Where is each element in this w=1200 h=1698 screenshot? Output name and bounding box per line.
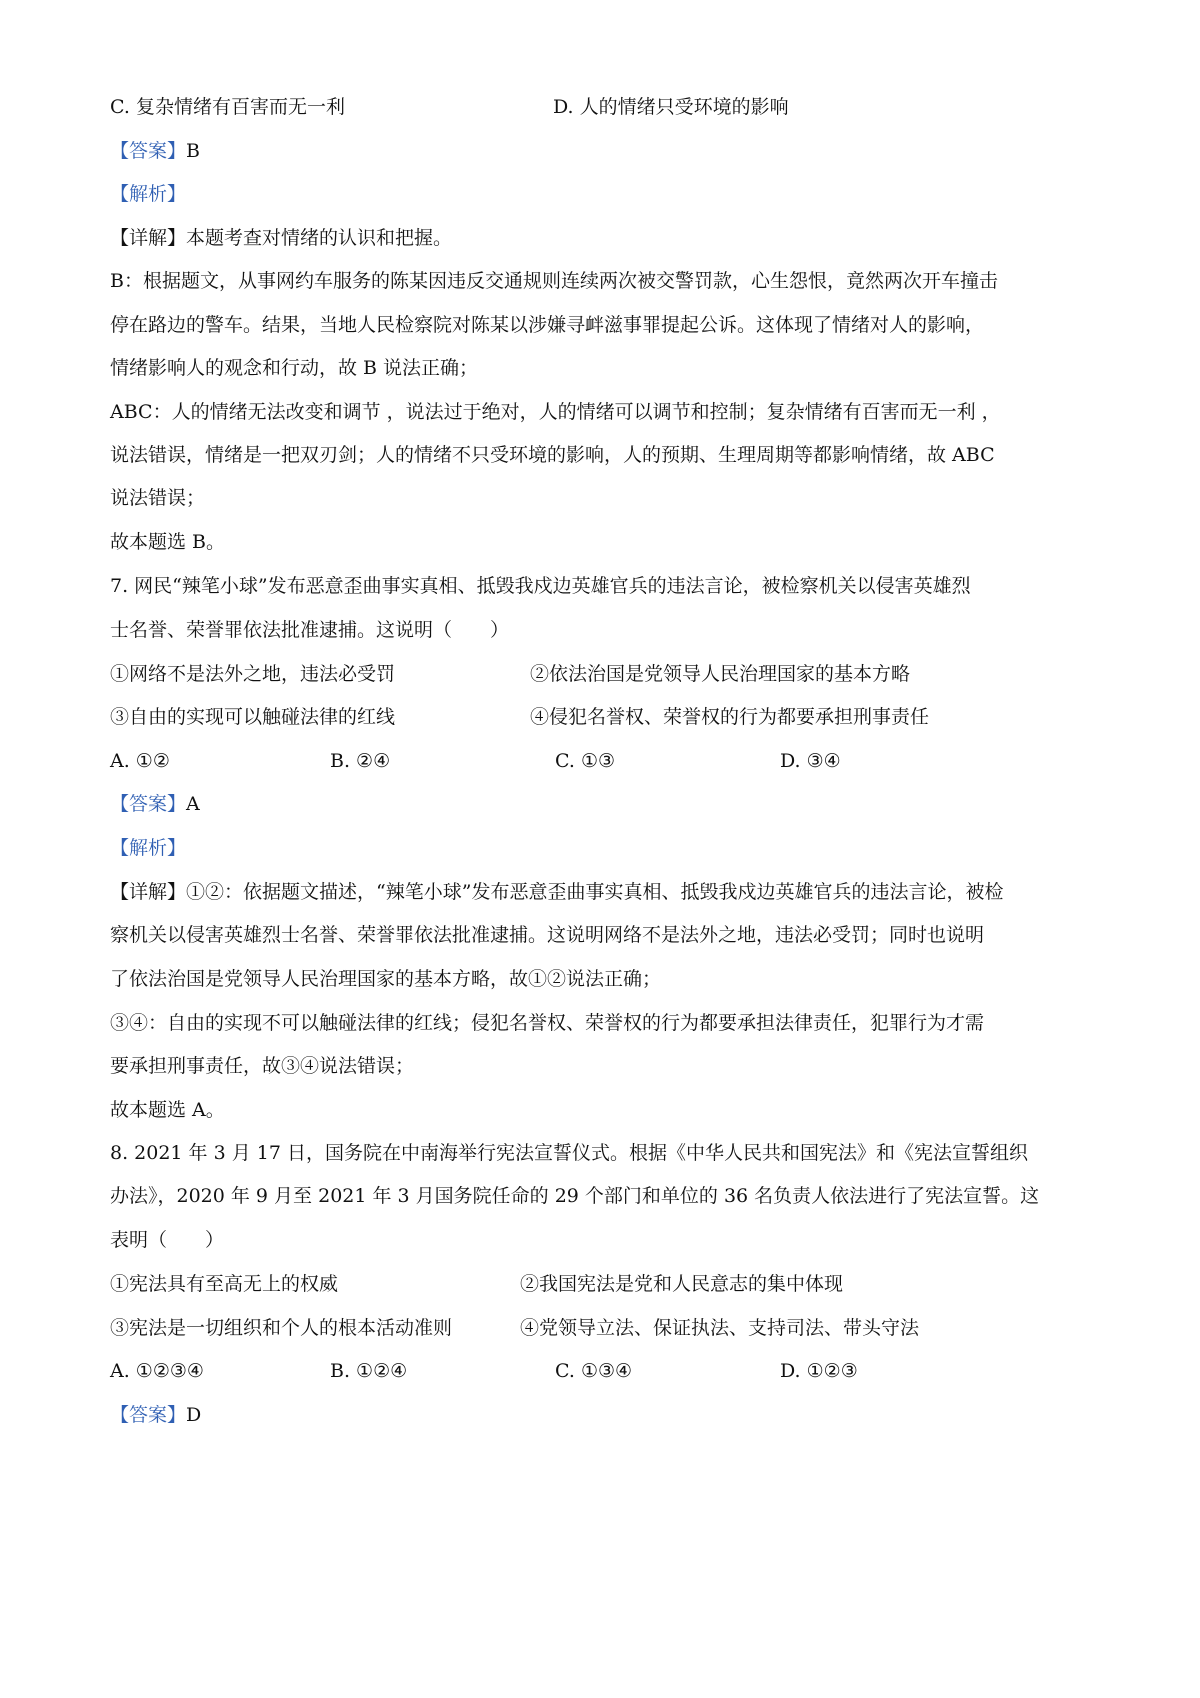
q7-stem-line: 7. 网民“辣笔小球”发布恶意歪曲事实真相、抵毁我戍边英雄官兵的违法言论，被检察机关以侵害英雄烈 — [110, 575, 971, 597]
q7-statement-3: ③自由的实现可以触碰法律的红线 — [110, 706, 396, 728]
q7-paragraph-line: 要承担刑事责任，故③④说法错误； — [110, 1055, 415, 1077]
q7-paragraph-line: 故本题选 A。 — [110, 1099, 225, 1121]
q7-paragraph-line: ③④：自由的实现不可以触碰法律的红线；侵犯名誉权、荣誉权的行为都要承担法律责任，犯罪行为才需 — [110, 1012, 985, 1034]
q6-paragraph-line: 说法错误； — [110, 487, 206, 509]
q7-paragraph-line: 了依法治国是党领导人民治理国家的基本方略，故①②说法正确； — [110, 968, 662, 990]
answer-value: B — [186, 140, 200, 162]
q7-analysis-label: 【解析】 — [110, 837, 187, 859]
detail-label: 【详解】 — [110, 227, 187, 249]
q8-choice-d: D. ①②③ — [780, 1360, 858, 1382]
q6-option-d: D. 人的情绪只受环境的影响 — [553, 96, 789, 118]
answer-label: 【答案】 — [110, 140, 187, 162]
answer-value: A — [186, 793, 200, 815]
q6-paragraph-line: 停在路边的警车。结果，当地人民检察院对陈某以涉嫌寻衅滋事罪提起公诉。这体现了情绪对人的影响， — [110, 314, 985, 336]
q8-stem-line: 8. 2021 年 3 月 17 日，国务院在中南海举行宪法宣誓仪式。根据《中华人民共和国宪法》和《宪法宣誓组织 — [110, 1142, 1028, 1164]
answer-label: 【答案】 — [110, 793, 187, 815]
answer-label: 【答案】 — [110, 1404, 187, 1426]
q6-answer — [110, 138, 1100, 164]
q6-paragraph-line: 故本题选 B。 — [110, 531, 226, 553]
q6-paragraph-line: 说法错误，情绪是一把双刃剑；人的情绪不只受环境的影响，人的预期、生理周期等都影响情绪，故 ABC — [110, 444, 995, 466]
q7-statement-4: ④侵犯名誉权、荣誉权的行为都要承担刑事责任 — [530, 706, 930, 728]
q7-choice-d: D. ③④ — [780, 750, 841, 772]
q8-choice-c: C. ①③④ — [555, 1360, 633, 1382]
q7-detail — [110, 879, 1100, 905]
q8-stem-line: 办法》，2020 年 9 月至 2021 年 3 月国务院任命的 29 个部门和单位的 36 名负责人依法进行了宪法宣誓。这 — [110, 1185, 1040, 1207]
detail-label: 【详解】 — [110, 881, 187, 903]
q7-choice-a: A. ①② — [110, 750, 170, 772]
q8-choice-b: B. ①②④ — [330, 1360, 408, 1382]
q8-statement-1: ①宪法具有至高无上的权威 — [110, 1273, 339, 1295]
q8-answer — [110, 1402, 1100, 1428]
q6-analysis-label: 【解析】 — [110, 183, 187, 205]
detail-first-line: ①②：依据题文描述，“辣笔小球”发布恶意歪曲事实真相、抵毁我戍边英雄官兵的违法言论，被检 — [186, 881, 1004, 903]
q7-choice-c: C. ①③ — [555, 750, 616, 772]
q7-stem-line: 士名誉、荣誉罪依法批准逮捕。这说明（ ） — [110, 619, 510, 641]
q8-stem-line: 表明（ ） — [110, 1229, 225, 1251]
detail-intro: 本题考查对情绪的认识和把握。 — [186, 227, 453, 249]
q6-option-c: C. 复杂情绪有百害而无一利 — [110, 96, 345, 118]
q7-choice-b: B. ②④ — [330, 750, 391, 772]
q6-paragraph-line: ABC：人的情绪无法改变和调节 ，说法过于绝对，人的情绪可以调节和控制；复杂情绪有百害而无一利 ， — [110, 401, 1001, 423]
q6-paragraph-line: B：根据题文，从事网约车服务的陈某因违反交通规则连续两次被交警罚款，心生怨恨，竟然两次开车撞击 — [110, 270, 998, 292]
q6-detail — [110, 225, 1100, 251]
q7-answer — [110, 791, 1100, 817]
q8-statement-3: ③宪法是一切组织和个人的根本活动准则 — [110, 1317, 453, 1339]
q8-choice-a: A. ①②③④ — [110, 1360, 204, 1382]
q6-paragraph-line: 情绪影响人的观念和行动，故 B 说法正确； — [110, 357, 479, 379]
q7-paragraph-line: 察机关以侵害英雄烈士名誉、荣誉罪依法批准逮捕。这说明网络不是法外之地，违法必受罚；同时也说明 — [110, 924, 985, 946]
answer-value: D — [186, 1404, 202, 1426]
q8-statement-2: ②我国宪法是党和人民意志的集中体现 — [520, 1273, 844, 1295]
q7-statement-1: ①网络不是法外之地，违法必受罚 — [110, 663, 396, 685]
q8-statement-4: ④党领导立法、保证执法、支持司法、带头守法 — [520, 1317, 920, 1339]
q7-statement-2: ②依法治国是党领导人民治理国家的基本方略 — [530, 663, 911, 685]
